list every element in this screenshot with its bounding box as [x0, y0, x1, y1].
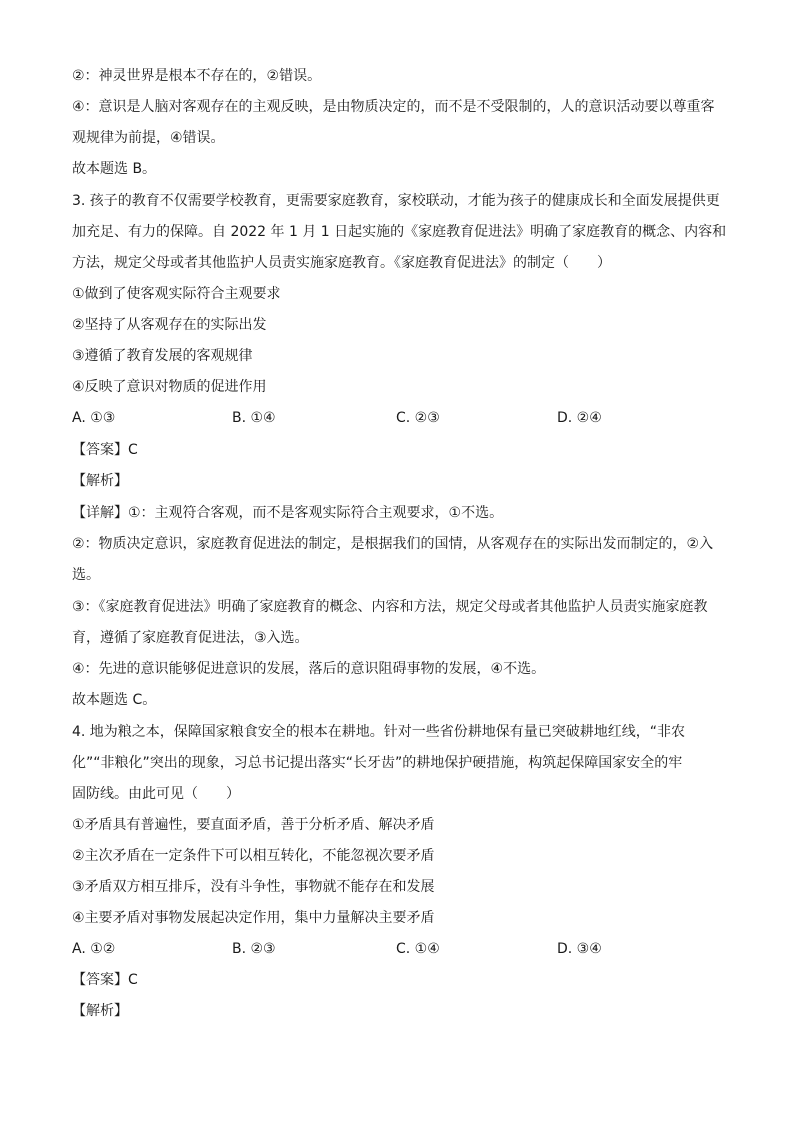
statement-item: ②主次矛盾在一定条件下可以相互转化，不能忽视次要矛盾: [72, 848, 435, 864]
explanation-line: ④：先进的意识能够促进意识的发展，落后的意识阻碍事物的发展，④不选。: [72, 661, 546, 677]
statement-item: ①做到了使客观实际符合主观要求: [72, 286, 281, 302]
text-line: ②：神灵世界是根本不存在的，②错误。: [72, 68, 322, 84]
answer-label: 【答案】C: [72, 442, 138, 458]
text-line: ④：意识是人脑对客观存在的主观反映，是由物质决定的，而不是不受限制的，人的意识活动要以尊重客: [72, 99, 715, 115]
question-4-stem: 固防线。由此可见（ ）: [72, 786, 240, 802]
q4-option-b: B. ②③: [232, 941, 276, 957]
q3-option-a: A. ①③: [72, 410, 116, 426]
q3-option-c: C. ②③: [396, 410, 440, 426]
question-4-stem: 4. 地为粮之本，保障国家粮食安全的根本在耕地。针对一些省份耕地保有量已突破耕地红线，“非农: [72, 724, 686, 740]
statement-item: ④主要矛盾对事物发展起决定作用，集中力量解决主要矛盾: [72, 910, 435, 926]
text-line: 观规律为前提，④错误。: [72, 130, 225, 146]
q3-option-b: B. ①④: [232, 410, 276, 426]
q4-option-c: C. ①④: [396, 941, 440, 957]
q4-option-a: A. ①②: [72, 941, 116, 957]
analysis-label: 【解析】: [72, 473, 128, 489]
explanation-line: 【详解】①：主观符合客观，而不是客观实际符合主观要求，①不选。: [72, 505, 504, 521]
q4-option-d: D. ③④: [557, 941, 602, 957]
statement-item: ②坚持了从客观存在的实际出发: [72, 317, 267, 333]
q3-option-d: D. ②④: [557, 410, 602, 426]
question-3-stem: 3. 孩子的教育不仅需要学校教育，更需要家庭教育，家校联动，才能为孩子的健康成长和全面发展提供更: [72, 193, 720, 209]
analysis-label: 【解析】: [72, 1003, 128, 1019]
statement-item: ①矛盾具有普遍性，要直面矛盾，善于分析矛盾、解决矛盾: [72, 817, 435, 833]
statement-item: ③矛盾双方相互排斥，没有斗争性，事物就不能存在和发展: [72, 879, 435, 895]
text-line: 故本题选 B。: [72, 161, 157, 177]
explanation-line: 选。: [72, 567, 100, 583]
explanation-line: 育，遵循了家庭教育促进法，③入选。: [72, 630, 309, 646]
question-3-stem: 方法，规定父母或者其他监护人员责实施家庭教育。《家庭教育促进法》的制定（ ）: [72, 255, 611, 271]
question-4-stem: 化”“非粮化”突出的现象，习总书记提出落实“长牙齿”的耕地保护硬措施，构筑起保障国家安全的牢: [72, 755, 683, 771]
question-3-stem: 加充足、有力的保障。自 2022 年 1 月 1 日起实施的《家庭教育促进法》明确了家庭教育的概念、内容和: [72, 224, 727, 240]
statement-item: ④反映了意识对物质的促进作用: [72, 379, 267, 395]
explanation-line: ②：物质决定意识，家庭教育促进法的制定，是根据我们的国情，从客观存在的实际出发而制定的，②入: [72, 536, 714, 552]
text-line: 故本题选 C。: [72, 692, 157, 708]
statement-item: ③遵循了教育发展的客观规律: [72, 348, 253, 364]
answer-label: 【答案】C: [72, 972, 138, 988]
explanation-line: ③：《家庭教育促进法》明确了家庭教育的概念、内容和方法，规定父母或者其他监护人员责实施家庭教: [72, 599, 708, 615]
